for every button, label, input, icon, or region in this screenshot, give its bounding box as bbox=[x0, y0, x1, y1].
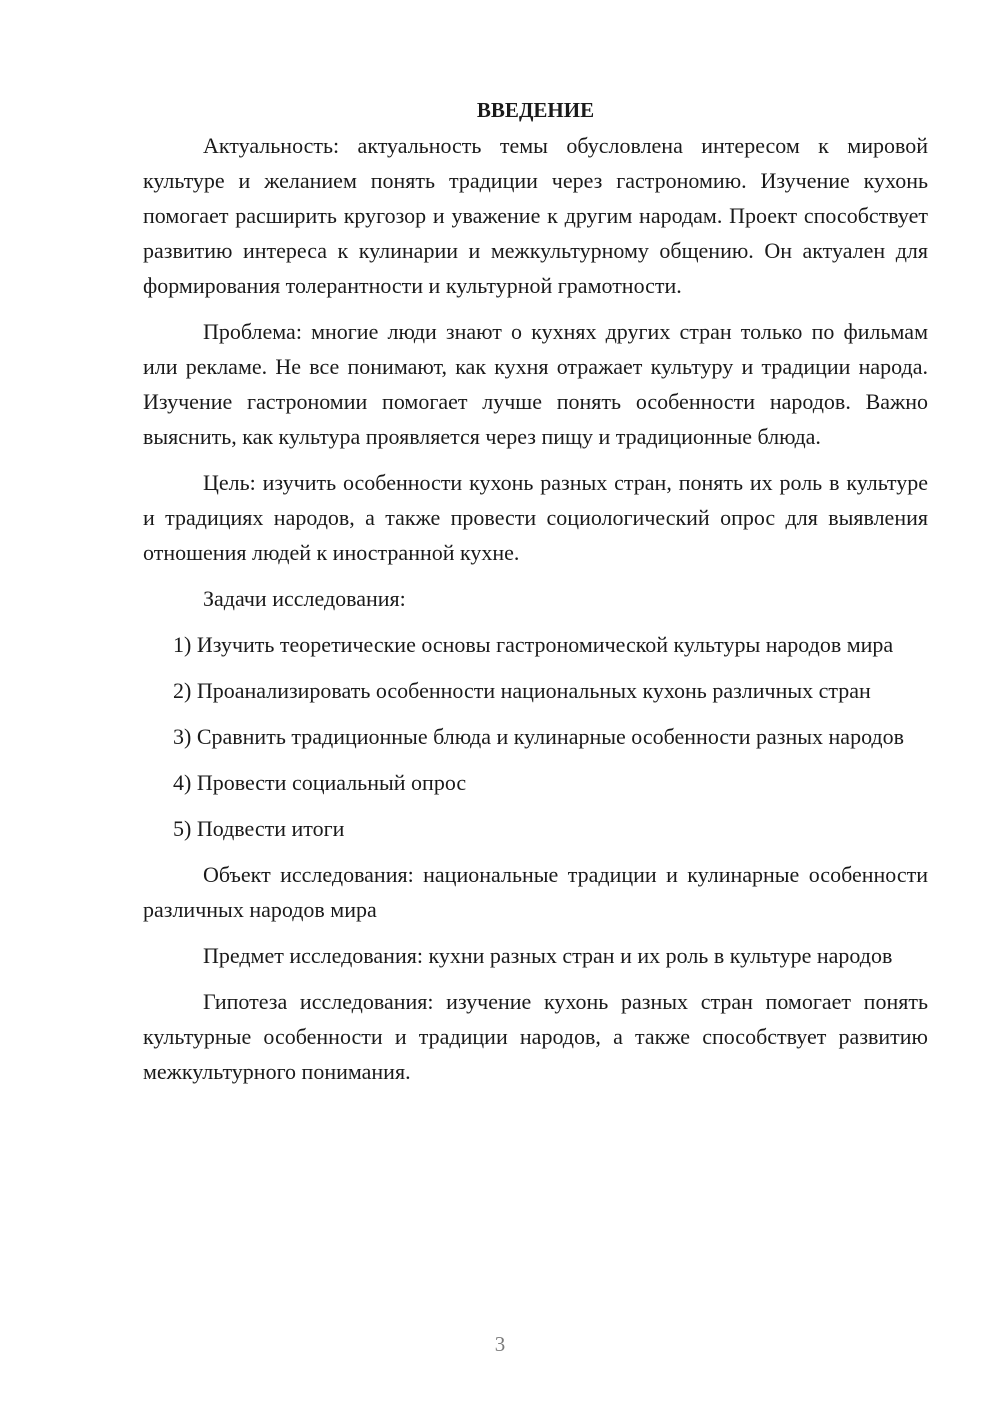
task-item-4: 4) Провести социальный опрос bbox=[173, 770, 467, 795]
paragraph-hypothesis: Гипотеза исследования: изучение кухонь разных стран помогает понять культурные особенности и традиции народов, а также способствует развитию межкультурного понимания. bbox=[143, 989, 928, 1084]
paragraph-relevance: Актуальность: актуальность темы обусловлена интересом к мировой культуре и желанием понять традиции через гастрономию. Изучение кухонь помогает расширить кругозор и уважение к другим народам. Проект способствует развитию интереса к кулинарии и межкультурному общению. Он актуален для формирования толерантности и культурной грамотности. bbox=[143, 133, 928, 298]
paragraph-object: Объект исследования: национальные традиции и кулинарные особенности различных народов мира bbox=[143, 862, 928, 922]
paragraph-subject: Предмет исследования: кухни разных стран и их роль в культуре народов bbox=[203, 943, 893, 968]
paragraph-goal: Цель: изучить особенности кухонь разных стран, понять их роль в культуре и традициях народов, а также провести социологический опрос для выявления отношения людей к иностранной кухне. bbox=[143, 470, 928, 565]
paragraph-problem: Проблема: многие люди знают о кухнях других стран только по фильмам или рекламе. Не все понимают, как кухня отражает культуру и традиции народа. Изучение гастрономии помогает лучше понять особенности народов. Важно выяснить, как культура проявляется через пищу и традиционные блюда. bbox=[143, 319, 928, 449]
document-page bbox=[143, 92, 928, 1100]
task-item-2: 2) Проанализировать особенности национальных кухонь различных стран bbox=[173, 678, 871, 703]
task-item-1: 1) Изучить теоретические основы гастрономической культуры народов мира bbox=[173, 632, 894, 657]
paragraph-tasks-heading: Задачи исследования: bbox=[203, 586, 406, 611]
section-title: ВВЕДЕНИЕ bbox=[476, 98, 595, 122]
page-number: 3 bbox=[494, 1332, 506, 1356]
task-item-5: 5) Подвести итоги bbox=[173, 816, 345, 841]
task-item-3: 3) Сравнить традиционные блюда и кулинарные особенности разных народов bbox=[173, 724, 905, 749]
